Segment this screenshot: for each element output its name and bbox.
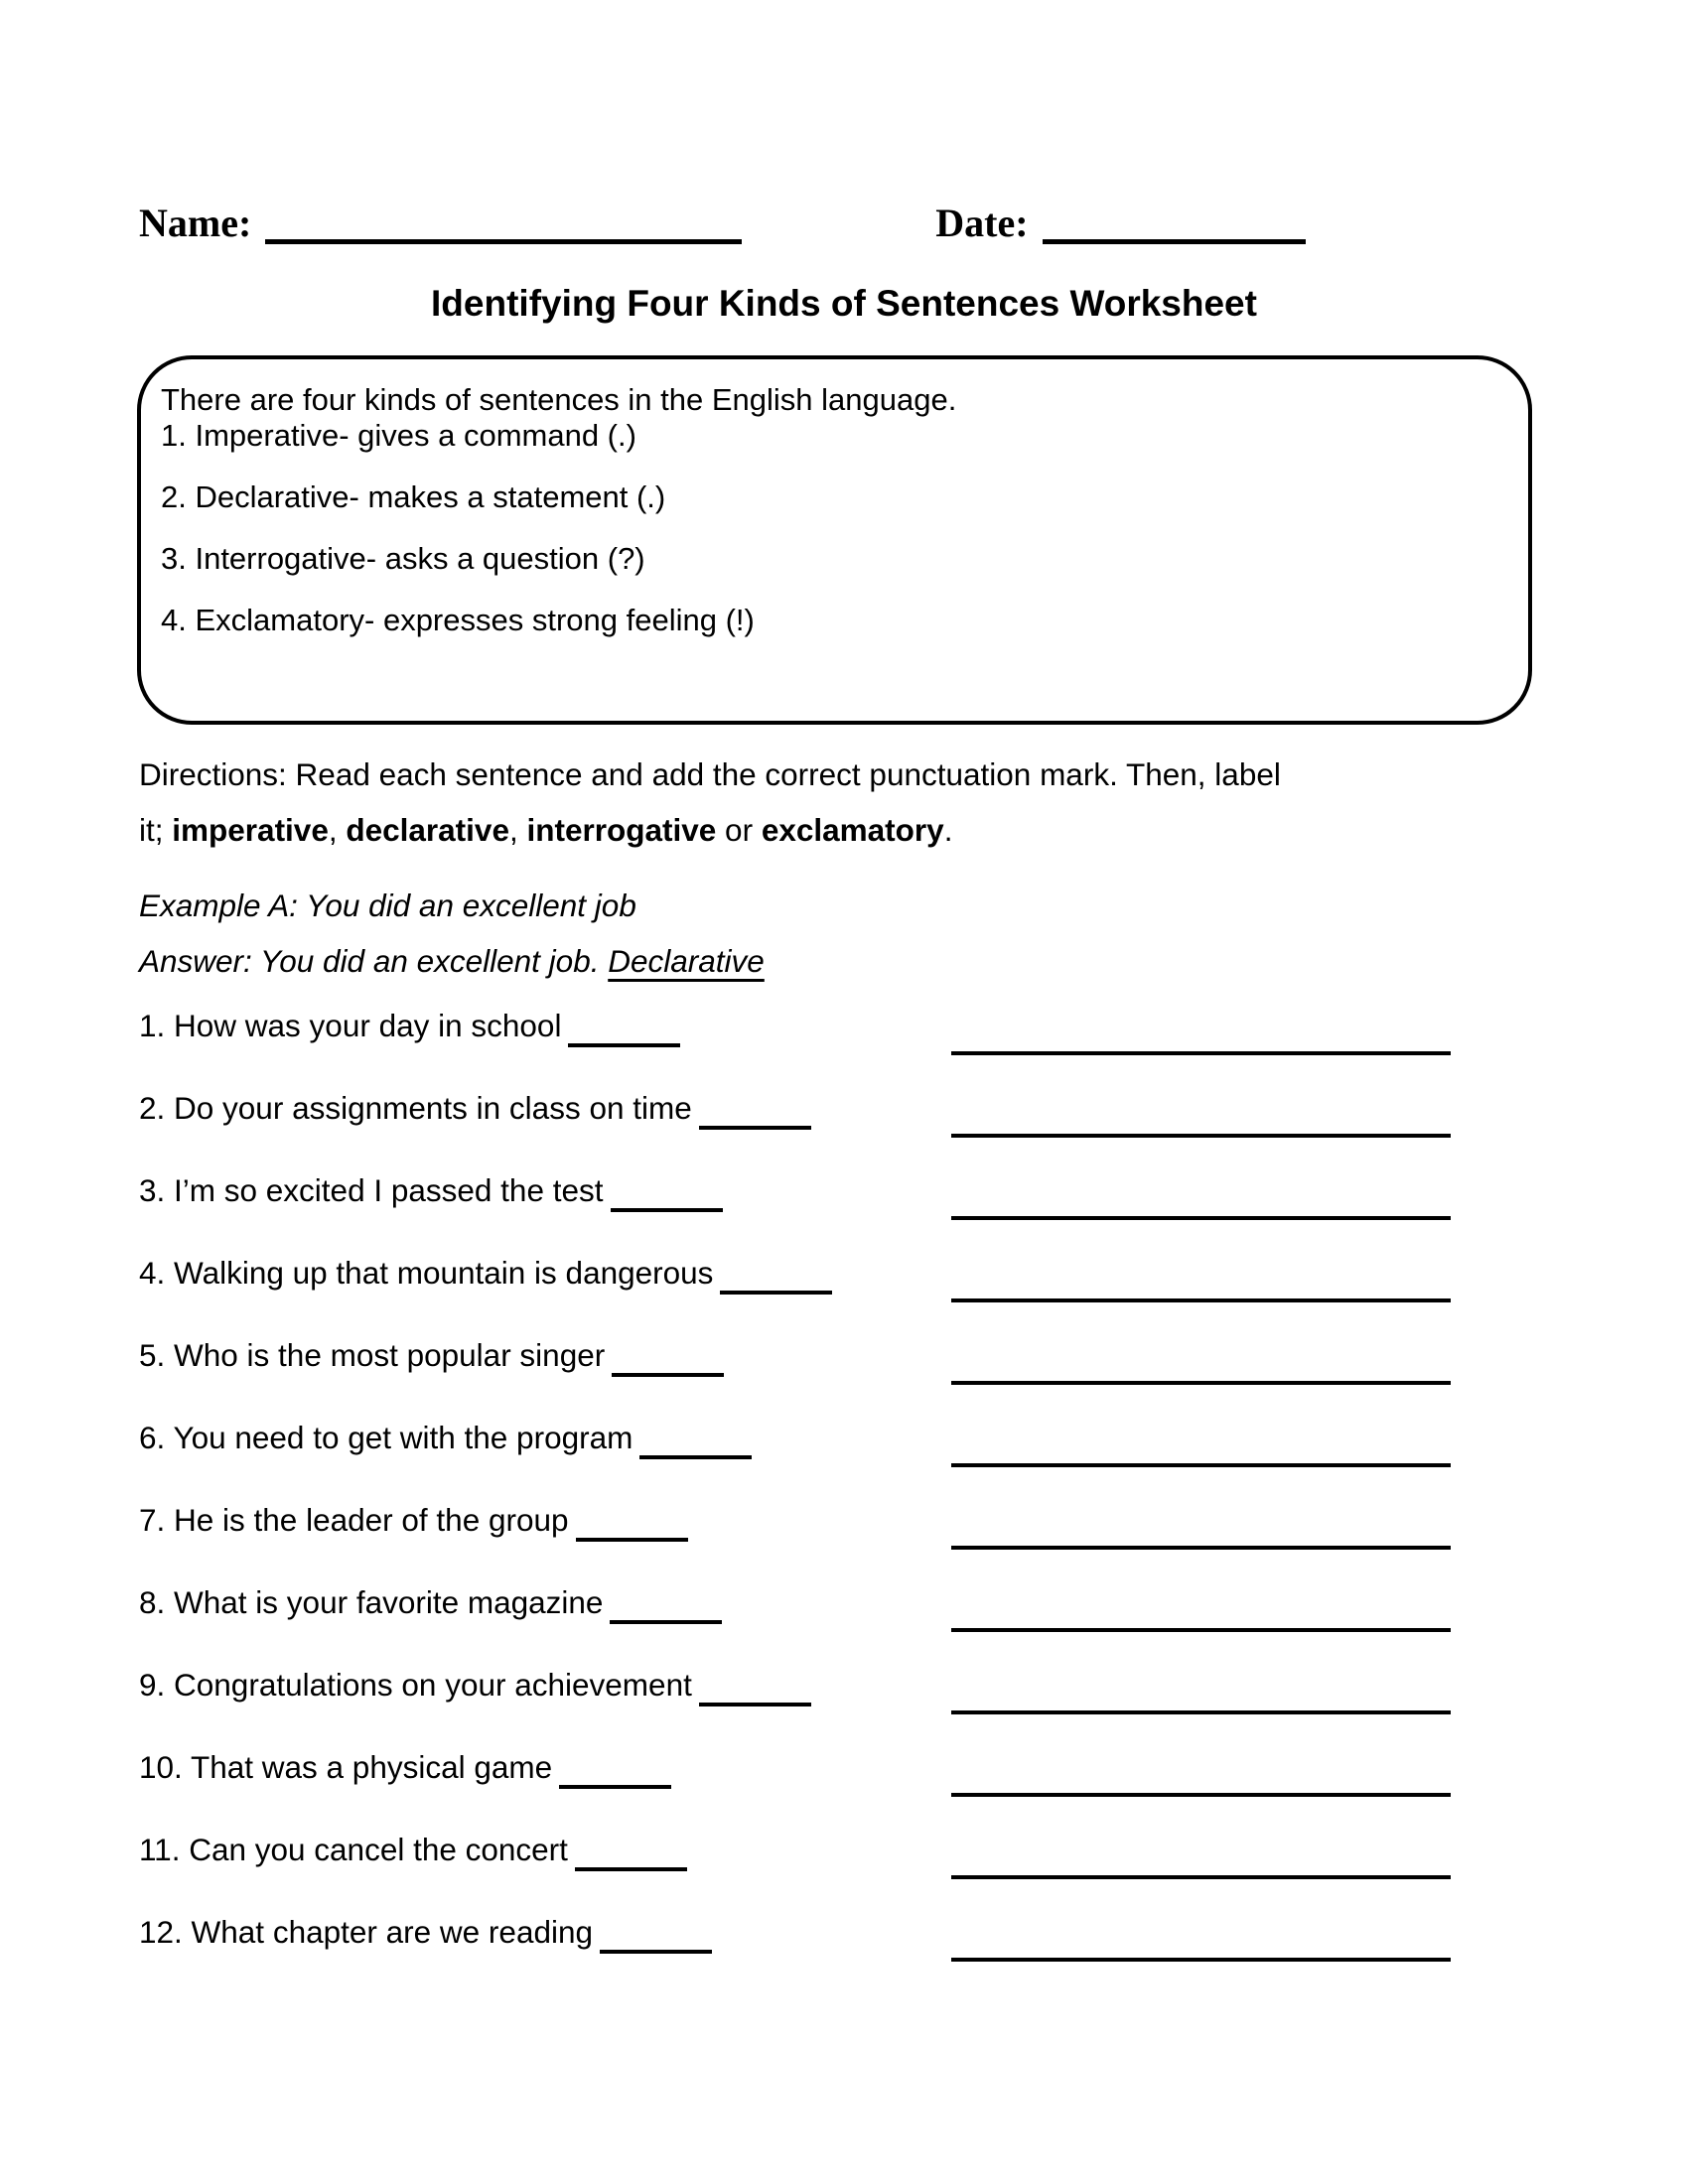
label-blank[interactable] [951, 1051, 1451, 1055]
question-row-12 [139, 1911, 1460, 1993]
label-blank[interactable] [951, 1546, 1451, 1550]
example-block [139, 878, 1559, 989]
page-title: Identifying Four Kinds of Sentences Worksheet [431, 283, 1257, 324]
punctuation-blank[interactable] [699, 1703, 811, 1706]
punctuation-blank[interactable] [612, 1373, 724, 1377]
question-row-10 [139, 1746, 1460, 1829]
directions-word-interrogative: interrogative [526, 812, 717, 848]
directions-line-1: Directions: Read each sentence and add the correct punctuation mark. Then, label [139, 756, 1281, 792]
question-row-5 [139, 1334, 1460, 1417]
question-row-7 [139, 1499, 1460, 1581]
label-blank[interactable] [951, 1134, 1451, 1138]
kind-imperative: 1. Imperative- gives a command (.) [161, 418, 636, 453]
kind-declarative: 2. Declarative- makes a statement (.) [161, 479, 666, 514]
label-blank[interactable] [951, 1463, 1451, 1467]
question-row-6 [139, 1417, 1460, 1499]
label-blank[interactable] [951, 1381, 1451, 1385]
punctuation-blank[interactable] [611, 1208, 723, 1212]
label-blank[interactable] [951, 1298, 1451, 1302]
punctuation-blank[interactable] [600, 1950, 712, 1954]
example-answer-prefix: Answer: You did an excellent job. [139, 943, 609, 979]
info-box-intro: There are four kinds of sentences in the English language. [161, 382, 957, 417]
question-row-11 [139, 1829, 1460, 1911]
punctuation-blank[interactable] [559, 1785, 671, 1789]
directions-word-declarative: declarative [346, 812, 509, 848]
question-text: 1. How was your day in school [139, 1008, 562, 1043]
question-text: 9. Congratulations on your achievement [139, 1667, 692, 1703]
question-text: 2. Do your assignments in class on time [139, 1090, 692, 1126]
punctuation-blank[interactable] [699, 1126, 811, 1130]
punctuation-blank[interactable] [639, 1455, 752, 1459]
punctuation-blank[interactable] [610, 1620, 722, 1624]
example-line: Example A: You did an excellent job [139, 887, 636, 923]
directions [139, 747, 1559, 858]
header-row [139, 201, 1306, 245]
question-text: 11. Can you cancel the concert [139, 1832, 568, 1867]
question-row-9 [139, 1664, 1460, 1746]
label-blank[interactable] [951, 1875, 1451, 1879]
name-label: Name: [139, 201, 252, 245]
kind-exclamatory: 4. Exclamatory- expresses strong feeling (!) [161, 603, 755, 637]
question-text: 7. He is the leader of the group [139, 1502, 569, 1538]
directions-sep-2: , [508, 812, 527, 848]
directions-word-exclamatory: exclamatory [761, 812, 944, 848]
label-blank[interactable] [951, 1216, 1451, 1220]
question-text: 8. What is your favorite magazine [139, 1584, 604, 1620]
question-text: 10. That was a physical game [139, 1749, 553, 1785]
name-input-line[interactable] [265, 239, 742, 244]
punctuation-blank[interactable] [720, 1291, 832, 1295]
question-row-2 [139, 1087, 1460, 1169]
punctuation-blank[interactable] [568, 1043, 680, 1047]
label-blank[interactable] [951, 1958, 1451, 1962]
label-blank[interactable] [951, 1710, 1451, 1714]
directions-suffix: . [943, 812, 953, 848]
label-blank[interactable] [951, 1628, 1451, 1632]
question-text: 5. Who is the most popular singer [139, 1337, 606, 1373]
question-row-1 [139, 1005, 1460, 1087]
question-text: 3. I’m so excited I passed the test [139, 1172, 604, 1208]
directions-word-imperative: imperative [172, 812, 329, 848]
directions-prefix: it; [139, 812, 173, 848]
question-row-8 [139, 1581, 1460, 1664]
sentence-kinds-box [137, 355, 1532, 725]
kind-interrogative: 3. Interrogative- asks a question (?) [161, 541, 645, 576]
directions-sep-3: or [716, 812, 762, 848]
question-text: 12. What chapter are we reading [139, 1914, 594, 1950]
date-input-line[interactable] [1043, 239, 1306, 244]
punctuation-blank[interactable] [576, 1538, 688, 1542]
label-blank[interactable] [951, 1793, 1451, 1797]
date-label: Date: [935, 201, 1029, 245]
directions-sep-1: , [328, 812, 347, 848]
example-answer-label: Declarative [608, 943, 765, 979]
question-row-3 [139, 1169, 1460, 1252]
example-answer-line [139, 933, 1559, 989]
question-text: 4. Walking up that mountain is dangerous [139, 1255, 714, 1291]
question-list [139, 1005, 1460, 1993]
question-row-4 [139, 1252, 1460, 1334]
punctuation-blank[interactable] [575, 1867, 687, 1871]
directions-line-2 [139, 802, 1559, 858]
question-text: 6. You need to get with the program [139, 1420, 633, 1455]
